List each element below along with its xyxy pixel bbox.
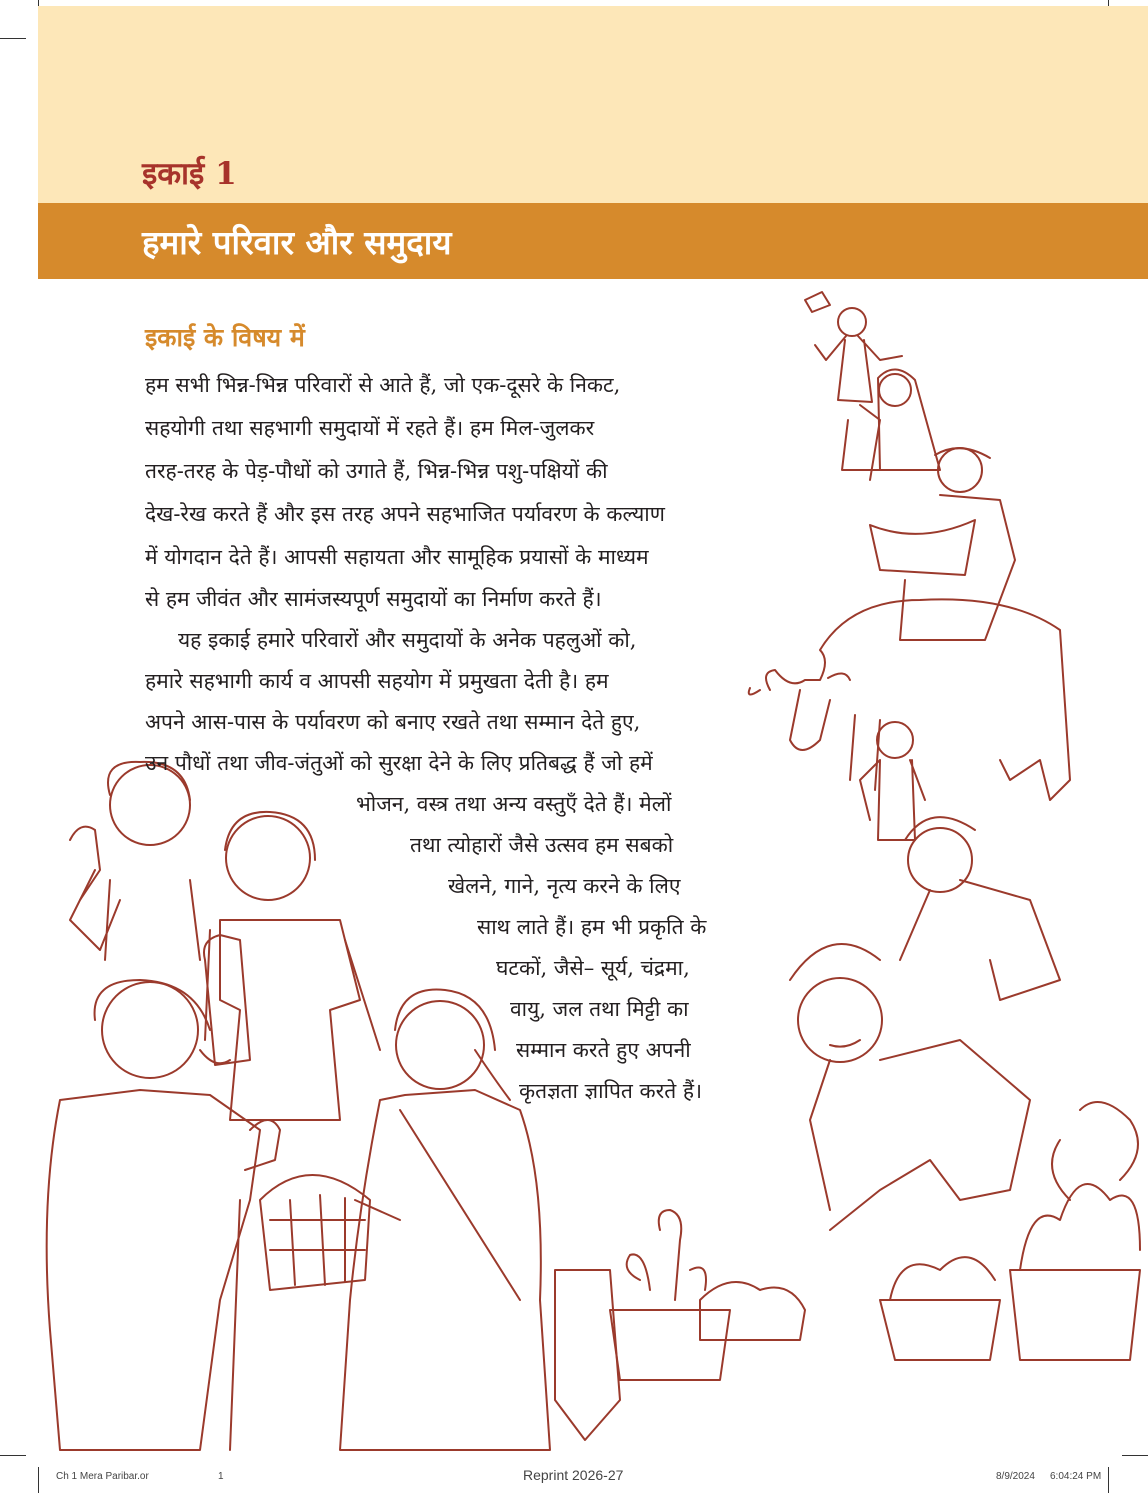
body-text-line: तरह-तरह के पेड़-पौधों को उगाते हैं, भिन्न-भिन्न पशु-पक्षियों की — [145, 459, 608, 483]
flower-pot — [1010, 1270, 1140, 1360]
body-text-line: हम सभी भिन्न-भिन्न परिवारों से आते हैं, जो एक-दूसरे के निकट, — [145, 373, 621, 397]
drum — [204, 935, 250, 1065]
woman-bindi-head — [396, 1001, 484, 1089]
footer-file-name: Ch 1 Mera Paribar.or — [56, 1471, 149, 1482]
old-man-head — [798, 978, 882, 1062]
woman-head — [879, 374, 911, 406]
reprint-notice: Reprint 2026-27 — [523, 1467, 624, 1483]
body-text-line: खेलने, गाने, नृत्य करने के लिए — [448, 874, 681, 898]
girl-head — [838, 308, 866, 336]
cactus — [627, 1210, 706, 1300]
body-text-line: अपने आस-पास के पर्यावरण को बनाए रखते तथा सम्मान देते हुए, — [145, 710, 641, 734]
body-text-line: यह इकाई हमारे परिवारों और समुदायों के अनेक पहलुओं को, — [178, 628, 637, 652]
body-text-line: उन पौधों तथा जीव-जंतुओं को सुरक्षा देने के लिए प्रतिबद्ध हैं जो हमें — [145, 751, 653, 775]
grandmother-head — [102, 982, 198, 1078]
cow — [766, 599, 1070, 800]
unit-label: इकाई 1 — [142, 156, 237, 192]
body-text-line: सहयोगी तथा सहभागी समुदायों में रहते हैं। हम मिल-जुलकर — [145, 416, 595, 440]
body-text-line: से हम जीवंत और सामंजस्यपूर्ण समुदायों का निर्माण करते हैं। — [145, 587, 602, 611]
footer-page-number: 1 — [218, 1471, 224, 1482]
body-text-line: देख-रेख करते हैं और इस तरह अपने सहभाजित पर्यावरण के कल्याण — [145, 502, 665, 526]
clay-pot — [555, 1270, 620, 1440]
body-text-line: सम्मान करते हुए अपनी — [516, 1038, 691, 1062]
body-text-line: भोजन, वस्त्र तथा अन्य वस्तुएँ देते हैं। मेलों — [356, 792, 672, 816]
section-heading: इकाई के विषय में — [145, 323, 305, 352]
body-text-line: कृतज्ञता ज्ञापित करते हैं। — [519, 1079, 703, 1103]
body-text-line: वायु, जल तथा मिट्टी का — [510, 997, 689, 1021]
curly-girl-head — [226, 816, 310, 900]
footer-date: 8/9/2024 — [996, 1471, 1035, 1482]
footer-time: 6:04:24 PM — [1050, 1471, 1102, 1482]
body-text-line: में योगदान देते हैं। आपसी सहायता और सामूहिक प्रयासों के माध्यम — [145, 545, 649, 569]
body-text-line: हमारे सहभागी कार्य व आपसी सहयोग में प्रमुखता देती है। हम — [145, 669, 609, 693]
body-text-line: घटकों, जैसे– सूर्य, चंद्रमा, — [496, 956, 690, 980]
unit-title: हमारे परिवार और समुदाय — [142, 223, 452, 262]
man-head — [938, 448, 982, 492]
boy-head — [877, 722, 913, 758]
leaning-girl-head — [908, 828, 972, 892]
waving-girl-head — [110, 765, 190, 845]
kite-icon — [805, 292, 830, 312]
body-text-line: तथा त्योहारों जैसे उत्सव हम सबको — [410, 833, 674, 857]
body-text-line: साथ लाते हैं। हम भी प्रकृति के — [477, 915, 707, 939]
